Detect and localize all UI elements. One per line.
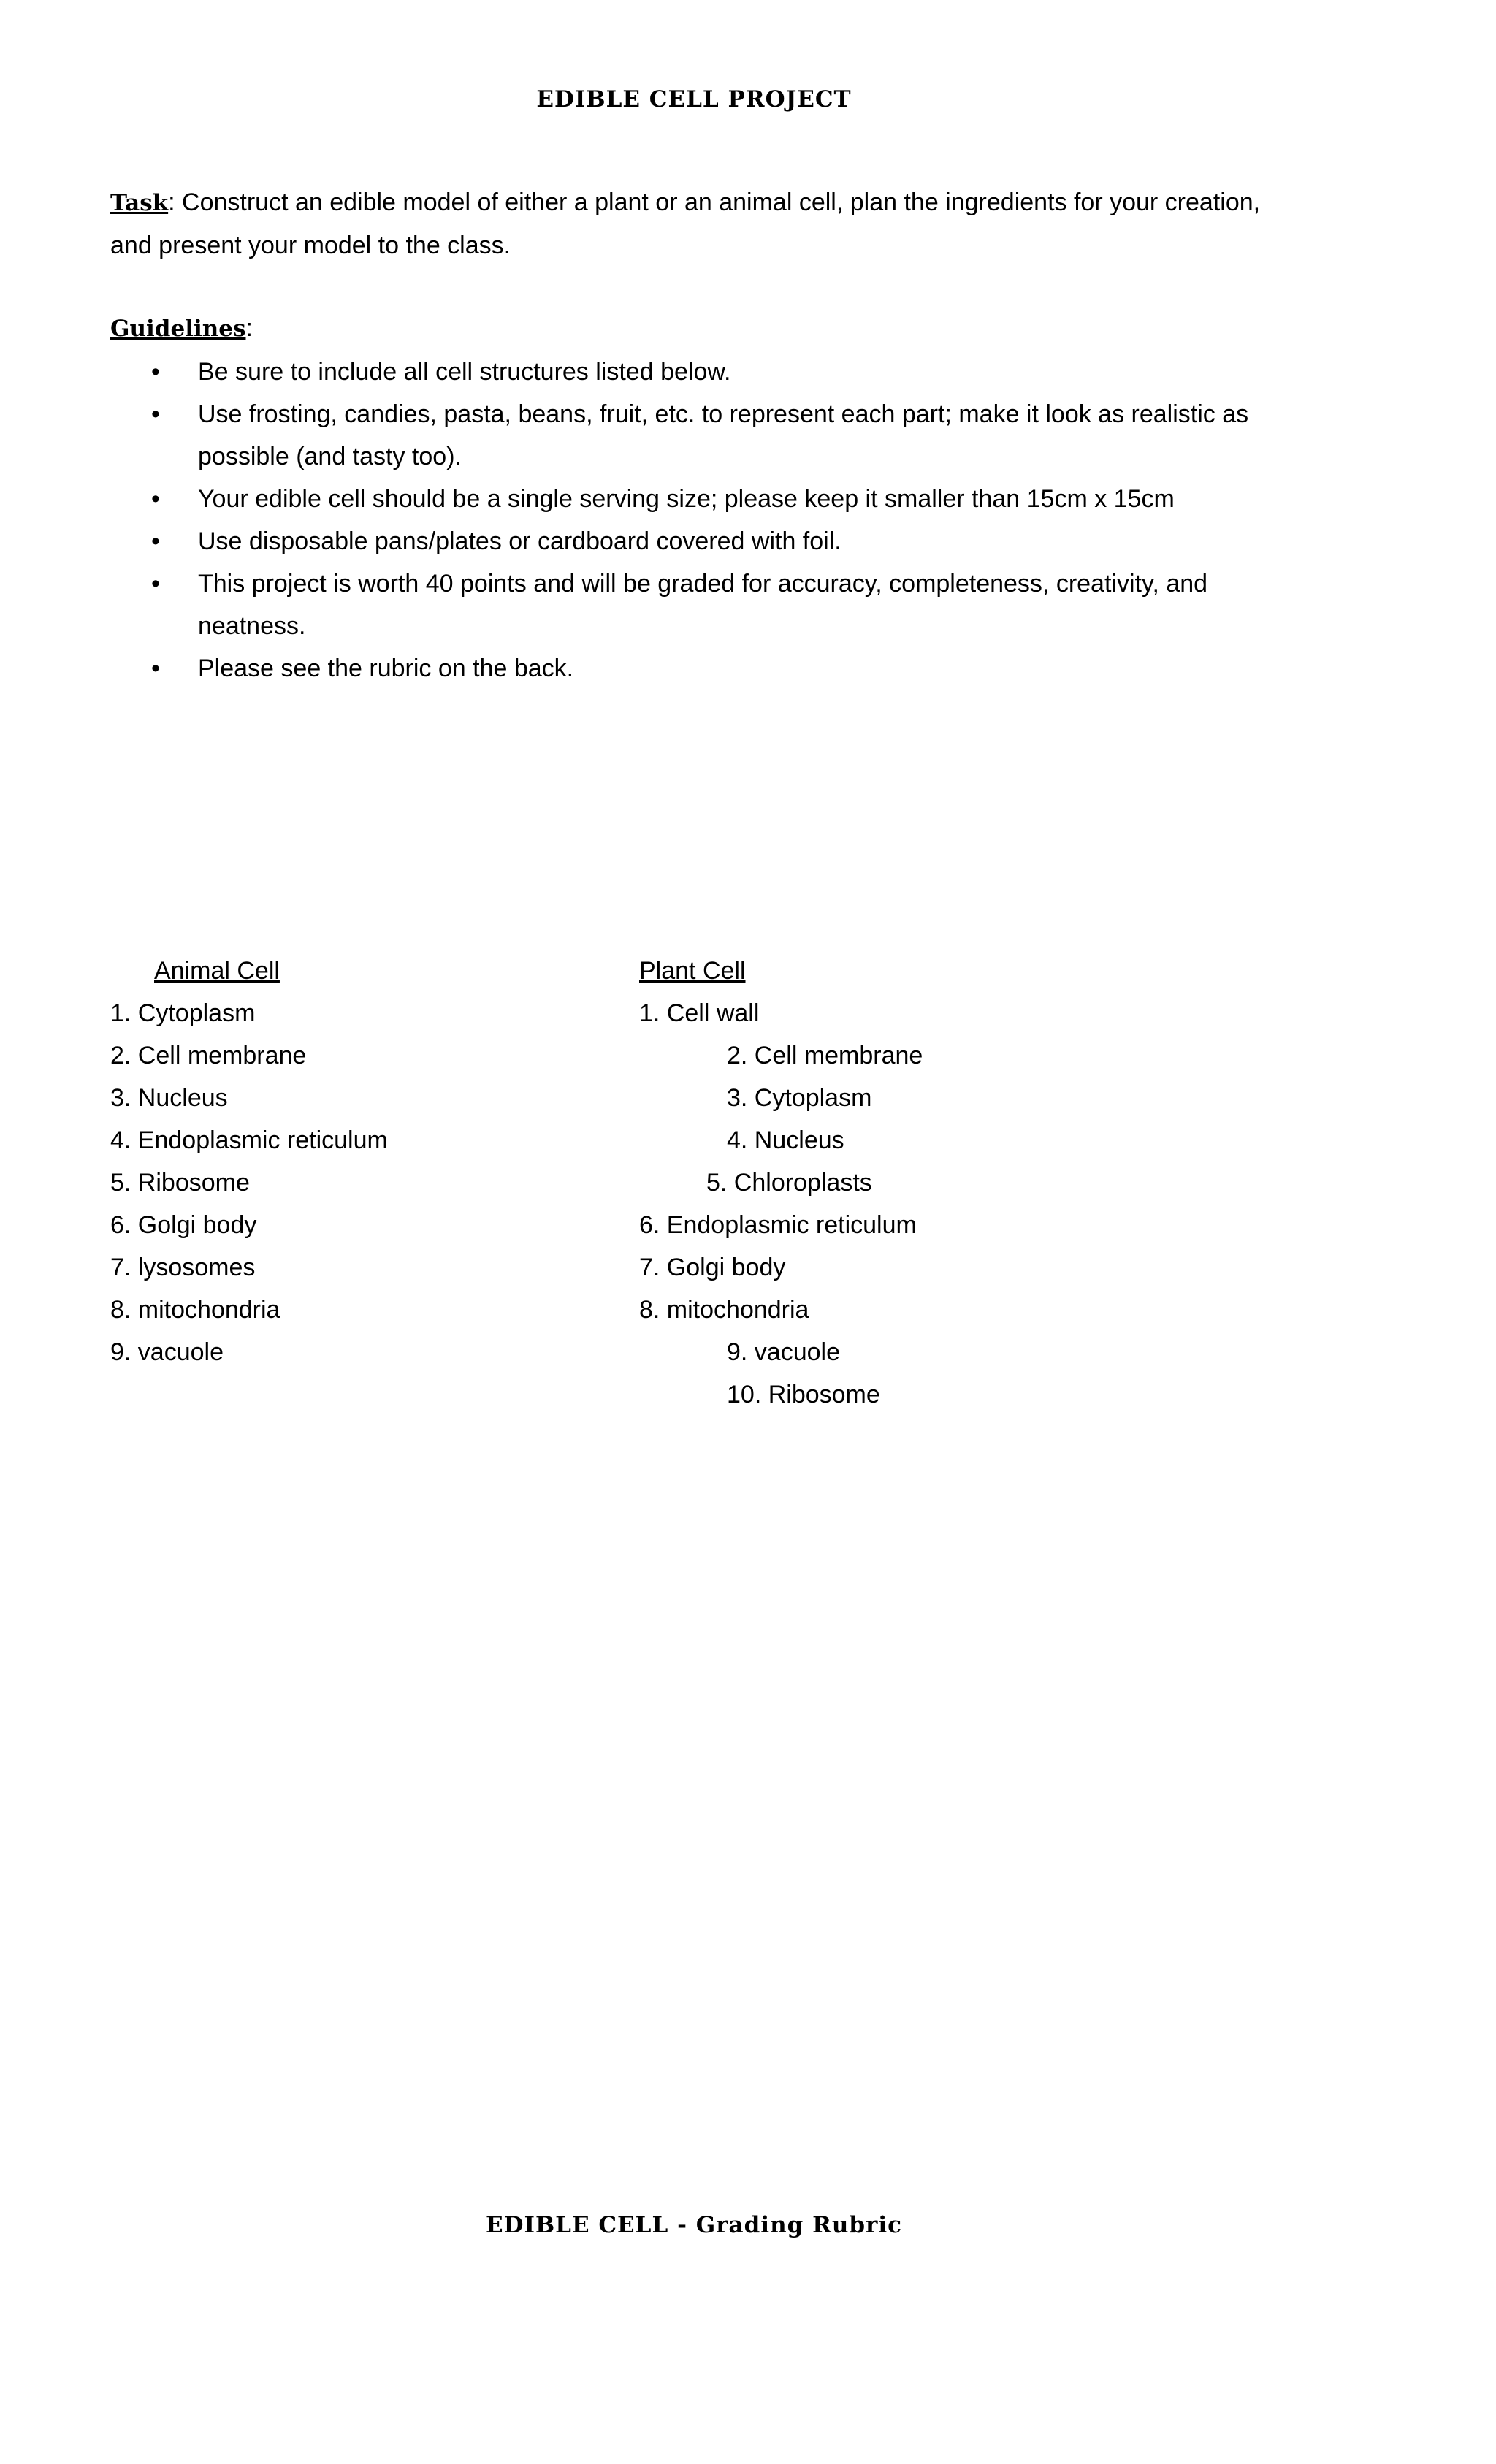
list-item: 3. Cytoplasm bbox=[727, 1084, 872, 1112]
plant-cell-header: Plant Cell bbox=[639, 957, 746, 985]
rubric-title: EDIBLE CELL - Grading Rubric bbox=[485, 2212, 903, 2238]
guideline-text: Please see the rubric on the back. bbox=[198, 655, 574, 682]
list-item: 9. vacuole bbox=[110, 1338, 224, 1366]
list-item: 10. Ribosome bbox=[727, 1381, 880, 1408]
task-text: : Construct an edible model of either a plant or an animal cell, plan the ingredients for your creation, and present your model to the class. bbox=[110, 188, 1261, 259]
list-item: 4. Nucleus bbox=[727, 1126, 844, 1154]
guideline-text: Your edible cell should be a single serving size; please keep it smaller than 15cm x 15cm bbox=[198, 485, 1175, 513]
bullet-icon: • bbox=[151, 527, 160, 555]
list-item bbox=[110, 393, 1264, 478]
list-item bbox=[110, 562, 1264, 647]
guideline-text: This project is worth 40 points and will be graded for accuracy, completeness, creativity, and neatness. bbox=[198, 570, 1208, 640]
guidelines-label: Guidelines bbox=[110, 316, 246, 342]
list-item: 8. mitochondria bbox=[110, 1296, 280, 1324]
list-item: 3. Nucleus bbox=[110, 1084, 228, 1112]
list-item bbox=[110, 647, 1264, 690]
list-item: 7. lysosomes bbox=[110, 1254, 256, 1281]
plant-cell-list bbox=[639, 950, 923, 1416]
list-item: 1. Cytoplasm bbox=[110, 999, 256, 1027]
bullet-icon: • bbox=[151, 570, 160, 598]
guidelines-suffix: : bbox=[245, 314, 253, 342]
animal-cell-header: Animal Cell bbox=[154, 957, 280, 985]
list-item bbox=[110, 478, 1264, 520]
bullet-icon: • bbox=[151, 358, 160, 386]
list-item: 6. Golgi body bbox=[110, 1211, 257, 1239]
guidelines-list bbox=[110, 351, 1264, 690]
list-item: 2. Cell membrane bbox=[727, 1042, 923, 1069]
list-item: 7. Golgi body bbox=[639, 1254, 786, 1281]
guideline-text: Use frosting, candies, pasta, beans, fruit, etc. to represent each part; make it look as realistic as possible (and tasty too). bbox=[198, 400, 1249, 470]
bullet-icon: • bbox=[151, 485, 160, 513]
list-item: 6. Endoplasmic reticulum bbox=[639, 1211, 917, 1239]
list-item: 5. Ribosome bbox=[110, 1169, 250, 1197]
list-item: 8. mitochondria bbox=[639, 1296, 809, 1324]
bullet-icon: • bbox=[151, 655, 160, 682]
guideline-text: Use disposable pans/plates or cardboard covered with foil. bbox=[198, 527, 842, 555]
bullet-icon: • bbox=[151, 400, 160, 428]
list-item: 5. Chloroplasts bbox=[706, 1169, 872, 1197]
page-title: EDIBLE CELL PROJECT bbox=[536, 86, 852, 112]
task-paragraph bbox=[110, 181, 1308, 267]
guidelines-heading bbox=[110, 307, 1308, 350]
list-item bbox=[110, 351, 1264, 393]
list-item bbox=[110, 520, 1264, 562]
guideline-text: Be sure to include all cell structures listed below. bbox=[198, 358, 731, 386]
task-label: Task bbox=[110, 190, 169, 216]
animal-cell-list bbox=[110, 950, 388, 1373]
list-item: 1. Cell wall bbox=[639, 999, 760, 1027]
list-item: 4. Endoplasmic reticulum bbox=[110, 1126, 388, 1154]
list-item: 2. Cell membrane bbox=[110, 1042, 307, 1069]
list-item: 9. vacuole bbox=[727, 1338, 840, 1366]
